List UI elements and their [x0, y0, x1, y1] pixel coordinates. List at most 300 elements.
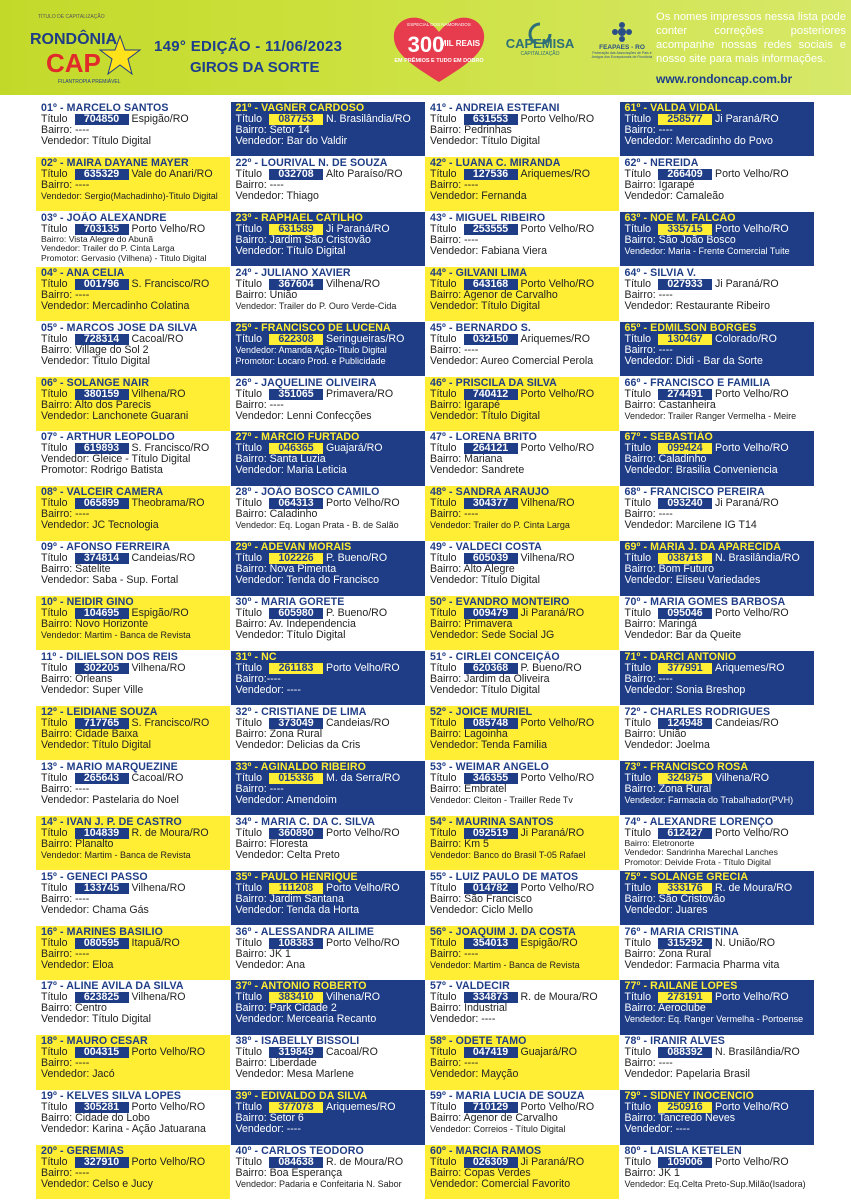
winner-seller: Vendedor: Juares: [624, 903, 708, 916]
winner-seller: Vendedor: Eq.Celta Preto-Sup.Milão(Isadora): [624, 1179, 806, 1190]
ticket-number: 717765: [75, 718, 129, 729]
winner-seller: Vendedor: Fernanda: [430, 189, 527, 202]
winner-detail: Bairro: ----: [41, 124, 90, 136]
winners-grid: [36, 102, 816, 1200]
ticket-number: 302205: [75, 663, 129, 674]
winner-city: Candeias/RO: [326, 716, 390, 729]
winner-seller: Vendedor: ----: [624, 1123, 690, 1136]
ticket-number: 004315: [75, 1047, 129, 1058]
ticket-label: Título: [430, 607, 457, 620]
winner-detail: Bairro: ----: [41, 178, 90, 191]
winner-name: 68º - FRANCISCO PEREIRA: [624, 486, 765, 499]
winner-card: [36, 486, 230, 540]
ticket-number: 261183: [269, 663, 323, 674]
winner-detail: Vendedor: Amanda Ação-Titulo Digital: [235, 344, 387, 355]
winner-name: 10º - NEIDIR GINO: [41, 596, 134, 609]
winner-city: P. Bueno/RO: [326, 552, 388, 565]
ticket-row: [236, 389, 425, 400]
winner-city: N. Brasilândia/RO: [326, 113, 411, 125]
winner-detail: Bairro: São João Bosco: [624, 233, 736, 246]
winner-name: 67º - SEBASTIÃO: [624, 431, 713, 444]
winner-seller: Vendedor: Ana: [235, 958, 306, 971]
winner-detail: Bairro: Alto dos Parecis: [41, 398, 152, 411]
winner-name: 07º - ARTHUR LEOPOLDO: [41, 431, 175, 444]
ticket-number: 377073: [269, 1102, 323, 1113]
ticket-number: 383410: [269, 992, 323, 1003]
ticket-label: Título: [624, 716, 651, 729]
winner-name: 58º - ODETE TAMO: [430, 1035, 527, 1048]
ticket-number: 605039: [464, 553, 518, 564]
ticket-number: 046365: [269, 443, 323, 454]
winner-detail: Bairro: Setor 14: [235, 124, 310, 136]
winner-city: Porto Velho/RO: [520, 442, 595, 455]
winner-name: 59º - MARIA LUCIA DE SOUZA: [430, 1090, 585, 1103]
winner-seller: Vendedor: Celso e Jucy: [41, 1178, 153, 1191]
ticket-number: 264121: [464, 443, 518, 454]
winner-card: [36, 1145, 230, 1199]
ticket-label: Título: [430, 1101, 457, 1114]
ticket-label: Título: [624, 552, 651, 565]
ticket-label: Título: [430, 442, 457, 455]
ticket-label: Título: [624, 936, 651, 949]
winner-card: [231, 980, 425, 1034]
winner-card: [425, 761, 619, 815]
winner-seller: Vendedor: Correios - Título Digital: [430, 1124, 566, 1135]
winner-detail: Bairro: Pedrinhas: [430, 124, 512, 136]
winner-detail: Bairro: São Cristovão: [624, 892, 726, 905]
winner-card: [425, 157, 619, 211]
winner-city: Porto Velho/RO: [326, 826, 400, 839]
ticket-number: 093240: [658, 498, 712, 509]
ticket-label: Título: [430, 662, 457, 674]
winner-seller: Vendedor: Aureo Comercial Perola: [430, 354, 594, 367]
winner-card: [36, 596, 230, 650]
ticket-number: 032150: [464, 334, 518, 345]
ticket-label: Título: [235, 936, 262, 949]
winner-name: 79º - SIDNEY INOCENCIO: [624, 1090, 754, 1103]
winner-detail: Bairro: ----: [430, 508, 479, 521]
website-link[interactable]: www.rondoncap.com.br: [656, 72, 793, 86]
winner-city: Porto Velho/RO: [131, 222, 206, 235]
ticket-label: Título: [235, 607, 262, 620]
ticket-number: 703135: [75, 224, 129, 235]
feapaes-logo: [590, 22, 654, 82]
winner-seller: Vendedor: Padaria e Confeitaria N. Sabor: [235, 1179, 402, 1190]
winner-name: 04º - ANA CELIA: [41, 266, 125, 279]
winner-detail: Bairro: Agenor de Carvalho: [430, 1112, 558, 1125]
ticket-number: 380159: [75, 389, 129, 400]
winner-city: Vilhena/RO: [326, 991, 380, 1004]
winner-city: Vilhena/RO: [131, 662, 186, 674]
winner-name: 24º - JULIANO XAVIER: [235, 266, 351, 279]
ticket-number: 085748: [464, 718, 518, 729]
winner-seller: Vendedor: Maria Leticia: [235, 464, 347, 477]
winner-seller: Vendedor: Mercadinho Colatina: [41, 299, 190, 312]
winner-seller: Vendedor: Martim - Banca de Revista: [430, 959, 580, 970]
winner-city: Porto Velho/RO: [715, 607, 789, 620]
winner-card: [231, 377, 425, 431]
winner-city: Ji Paraná/RO: [520, 607, 585, 620]
winner-name: 21º - VAGNER CARDOSO: [235, 102, 365, 114]
winner-card: [620, 816, 814, 870]
feapaes-sub: Federação das Associações de Pais e Amigos dos Excepcionais de Rondônia: [591, 51, 653, 59]
winner-name: 09º - AFONSO FERREIRA: [41, 541, 171, 554]
winner-city: Porto Velho/RO: [326, 662, 400, 674]
ticket-row: [41, 334, 230, 345]
winner-seller: Vendedor: Título Digital: [41, 738, 151, 751]
winner-name: 36º - ALESSANDRA AILIME: [235, 925, 375, 938]
edition-title: 149° EDIÇÃO - 11/06/2023: [154, 38, 343, 55]
winner-city: R. de Moura/RO: [326, 1156, 404, 1169]
ticket-number: 027933: [658, 279, 712, 290]
winner-city: Espigão/RO: [131, 113, 189, 125]
winner-detail: Bairro: ----: [41, 1057, 90, 1070]
winner-name: 13º - MARIO MARQUEZINE: [41, 760, 178, 773]
winner-city: Primavera/RO: [326, 387, 394, 400]
winner-seller: Vendedor: Eliseu Variedades: [624, 574, 761, 587]
winner-seller: Vendedor: Título Digital: [235, 629, 346, 642]
winner-city: Porto Velho/RO: [520, 771, 595, 784]
ticket-label: Título: [430, 826, 457, 839]
ticket-label: Título: [41, 771, 68, 784]
winner-detail: Bairro: Av. Independencia: [235, 618, 356, 631]
winner-seller: Vendedor: Saba - Sup. Fortal: [41, 574, 179, 587]
winner-card: [36, 212, 230, 266]
winner-city: Candeias/RO: [715, 716, 779, 729]
ticket-number: 273191: [658, 992, 712, 1003]
winner-detail: Bairro: ----: [624, 124, 673, 136]
winner-city: Espigão/RO: [520, 936, 578, 949]
winner-city: R. de Moura/RO: [520, 991, 598, 1004]
winner-detail: Bairro: Planalto: [41, 837, 114, 850]
winner-name: 19º - KELVES SILVA LOPES: [41, 1090, 182, 1103]
winner-seller: Vendedor: Bar da Queite: [624, 629, 742, 642]
winner-detail: Bairro: União: [624, 727, 687, 740]
winner-card: [231, 1035, 425, 1089]
ticket-label: Título: [430, 881, 457, 894]
ticket-number: 095046: [658, 608, 712, 619]
ticket-label: Título: [235, 1046, 262, 1059]
winner-city: Guajará/RO: [326, 442, 383, 455]
winner-seller: Vendedor: Eq. Ranger Vermelha - Portoense: [624, 1014, 804, 1025]
ticket-label: Título: [235, 113, 262, 125]
winner-card: [36, 816, 230, 870]
winner-name: 53º - WEIMAR ANGELO: [430, 760, 549, 773]
winner-detail: Bairro:----: [235, 673, 281, 685]
winner-name: 27º - MARCIO FURTADO: [235, 431, 360, 444]
winner-city: Porto Velho/RO: [131, 1046, 206, 1059]
winner-seller: Vendedor: Título Digital: [235, 244, 346, 257]
winner-name: 48º - SANDRA ARAUJO: [430, 486, 550, 499]
winner-card: [620, 1035, 814, 1089]
winner-city: Porto Velho/RO: [520, 222, 595, 235]
winner-detail: Bairro: Jardim Santana: [235, 892, 344, 905]
ticket-label: Título: [430, 771, 457, 784]
ticket-number: 319849: [269, 1047, 323, 1058]
winner-seller: Vendedor: Título Digital: [430, 299, 540, 312]
winner-city: Ariquemes/RO: [326, 1101, 396, 1114]
winner-seller: Vendedor: Amendoim: [235, 793, 337, 806]
ticket-label: Título: [235, 277, 262, 290]
ticket-label: Título: [430, 222, 457, 235]
winner-detail: Bairro: JK 1: [235, 947, 291, 960]
winner-card: [36, 761, 230, 815]
winner-seller: Vendedor: Super Ville: [41, 684, 144, 696]
winner-detail: Bairro: ----: [430, 233, 479, 246]
winner-card: [36, 926, 230, 980]
winner-detail: Vendedor: Gleice - Título Digital: [41, 453, 191, 466]
ticket-label: Título: [624, 1156, 651, 1169]
winner-name: 62º - NEREIDA: [624, 156, 699, 169]
winner-card: [425, 431, 619, 485]
winner-card: [425, 322, 619, 376]
winner-city: Porto Velho/RO: [520, 387, 595, 400]
winner-detail: Bairro: Bom Futuro: [624, 563, 714, 576]
ticket-number: 253555: [464, 224, 518, 235]
winner-card: [36, 102, 230, 156]
winner-card: [425, 596, 619, 650]
winner-name: 11º - DILIELSON DOS REIS: [41, 651, 178, 663]
winner-detail: Bairro: Zona Rural: [624, 947, 712, 960]
winner-name: 72º - CHARLES RODRIGUES: [624, 705, 771, 718]
winner-card: [36, 431, 230, 485]
ticket-label: Título: [41, 552, 68, 565]
winner-seller: Vendedor: Comercial Favorito: [430, 1178, 571, 1191]
winner-card: [231, 486, 425, 540]
ticket-number: 038713: [658, 553, 712, 564]
winner-card: [36, 322, 230, 376]
winner-detail: Bairro: Copas Verdes: [430, 1167, 531, 1180]
winner-name: 31º - NC: [235, 651, 277, 663]
ticket-number: 728314: [75, 334, 129, 345]
winner-card: [36, 871, 230, 925]
ticket-number: 001796: [75, 279, 129, 290]
ticket-label: Título: [624, 662, 651, 674]
winner-detail: Bairro: ----: [41, 1167, 90, 1180]
winner-card: [620, 377, 814, 431]
winner-name: 43º - MIGUEL RIBEIRO: [430, 211, 546, 224]
capemisa-icon: [525, 22, 555, 44]
winner-seller: Vendedor: Banco do Brasil T-05 Rafael: [430, 849, 586, 860]
ticket-number: 351065: [269, 389, 323, 400]
winner-card: [231, 212, 425, 266]
winner-card: [425, 377, 619, 431]
winner-seller: Vendedor: Martim - Banca de Revista: [41, 849, 191, 860]
winner-seller: Vendedor: Sandrete: [430, 464, 525, 477]
winner-city: Ariquemes/RO: [520, 167, 590, 180]
winner-name: 45º - BERNARDO S.: [430, 321, 531, 334]
winner-card: [36, 980, 230, 1034]
winner-card: [231, 322, 425, 376]
winner-seller: Vendedor: Eloa: [41, 958, 114, 971]
winner-detail: Bairro: Caladinho: [624, 453, 707, 466]
winner-seller: Vendedor: Sandrinha Marechal Lanches: [624, 847, 778, 858]
winner-city: Alto Paraíso/RO: [326, 167, 403, 180]
ticket-row: [236, 938, 425, 949]
winner-card: [231, 102, 425, 156]
winner-detail: Bairro: Zona Rural: [624, 782, 712, 795]
svg-text:ESPECIAL DOS NAMORADOS: ESPECIAL DOS NAMORADOS: [407, 22, 471, 27]
ticket-label: Título: [235, 1101, 262, 1114]
ticket-number: 612427: [658, 828, 712, 839]
ticket-label: Título: [430, 991, 457, 1004]
winner-city: N. União/RO: [715, 936, 776, 949]
winner-city: Porto Velho/RO: [715, 991, 789, 1004]
winner-promoter: Promotor: Gervasio (Vilhena) - Titulo Digital: [41, 252, 207, 263]
ticket-number: 333176: [658, 883, 712, 894]
winner-detail: Bairro: ----: [41, 508, 90, 521]
winner-detail: Bairro: Tancredo Neves: [624, 1112, 736, 1125]
ticket-number: 109006: [658, 1157, 712, 1168]
ticket-number: 324875: [658, 773, 712, 784]
ticket-label: Título: [624, 607, 651, 620]
winner-card: [620, 541, 814, 595]
winner-name: 17º - ALINE AVILA DA SILVA: [41, 980, 184, 993]
winner-card: [231, 267, 425, 321]
winner-card: [425, 1145, 619, 1199]
ticket-row: [625, 334, 814, 345]
winner-card: [36, 651, 230, 705]
winner-city: N. Brasilândia/RO: [715, 1046, 800, 1059]
ticket-label: Título: [624, 826, 651, 839]
ticket-label: Título: [41, 716, 68, 729]
ticket-row: [430, 334, 619, 345]
winner-card: [620, 486, 814, 540]
ticket-label: Título: [235, 662, 262, 674]
winner-city: Itapuã/RO: [131, 936, 180, 949]
ticket-label: Título: [235, 716, 262, 729]
winner-name: 39º - EDIVALDO DA SILVA: [235, 1090, 368, 1103]
winner-city: Cacoal/RO: [131, 332, 184, 345]
winner-card: [425, 1035, 619, 1089]
winner-seller: Vendedor: Camaleão: [624, 189, 725, 202]
winner-city: Ji Paraná/RO: [715, 113, 779, 125]
ticket-number: 087753: [269, 114, 323, 125]
winner-detail: Bairro: Satelite: [41, 563, 111, 576]
winner-card: [620, 1145, 814, 1199]
winner-name: 57º - VALDECIR: [430, 980, 510, 993]
winner-city: Ji Paraná/RO: [715, 497, 779, 510]
winner-seller: Vendedor: Sonia Breshop: [624, 684, 746, 696]
winner-city: S. Francisco/RO: [131, 277, 210, 290]
winner-name: 77º - RAILANE LOPES: [624, 980, 738, 993]
ticket-row: [430, 938, 619, 949]
winner-seller: Vendedor: Martim - Banca de Revista: [41, 630, 191, 641]
winner-name: 41º - ANDREIA ESTEFANI: [430, 102, 560, 114]
ticket-label: Título: [430, 387, 457, 400]
winner-name: 37º - ANTONIO ROBERTO: [235, 980, 367, 993]
winner-city: Vale do Anari/RO: [131, 167, 213, 180]
ticket-label: Título: [624, 1046, 651, 1059]
ticket-number: 304377: [464, 498, 518, 509]
winner-detail: Bairro: ----: [430, 343, 479, 356]
winner-card: [36, 377, 230, 431]
ticket-number: 092519: [464, 828, 518, 839]
ticket-number: 334873: [464, 992, 518, 1003]
winner-detail: Bairro: ----: [235, 178, 284, 191]
winner-detail: Bairro: Jardim da Oliveira: [430, 673, 550, 685]
ticket-number: 111208: [269, 883, 323, 894]
winner-detail: Bairro: Agenor de Carvalho: [430, 288, 558, 301]
ticket-number: 274491: [658, 389, 712, 400]
ticket-label: Título: [235, 167, 262, 180]
ticket-row: [625, 883, 814, 894]
ticket-number: 367604: [269, 279, 323, 290]
winner-seller: Vendedor: Titulo Digital: [41, 354, 150, 367]
ticket-row: [236, 883, 425, 894]
winner-detail: Bairro: Nova Pimenta: [235, 563, 337, 576]
ticket-label: Título: [430, 113, 457, 125]
winner-city: N. Brasilândia/RO: [715, 552, 800, 565]
winner-seller: Vendedor: Trailer do P. Cinta Larga: [41, 243, 175, 254]
winner-detail: Bairro: Mariana: [430, 453, 503, 466]
ticket-label: Título: [41, 497, 68, 510]
svg-text:RONDÔNIA: RONDÔNIA: [30, 31, 118, 48]
winner-detail: Bairro: Orleans: [41, 673, 113, 685]
ticket-number: 620368: [464, 663, 518, 674]
ticket-label: Título: [41, 826, 68, 839]
winner-name: 18º - MAURO CESAR: [41, 1035, 148, 1048]
winner-seller: Promotor: Rodrigo Batista: [41, 464, 163, 477]
ticket-label: Título: [624, 277, 651, 290]
ticket-number: 015336: [269, 773, 323, 784]
winner-seller: Vendedor: ----: [235, 684, 301, 696]
winner-city: Porto Velho/RO: [715, 387, 789, 400]
winner-seller: Vendedor: ----: [235, 1123, 301, 1136]
winner-seller: Vendedor: Mayção: [430, 1068, 519, 1081]
winner-city: Candeias/RO: [131, 552, 196, 565]
winner-seller: Vendedor: Trailer Ranger Vermelha - Meire: [624, 410, 797, 421]
ticket-label: Título: [41, 387, 68, 400]
winner-city: Vilhena/RO: [131, 387, 186, 400]
winner-seller: Vendedor: Pastelaria do Noel: [41, 793, 179, 806]
winner-detail: Bairro: Zona Rural: [235, 727, 323, 740]
winner-name: 06º - SOLANGE NAIR: [41, 376, 150, 389]
ticket-label: Título: [430, 332, 457, 345]
winner-card: [425, 486, 619, 540]
winner-detail: Bairro: Boa Esperança: [235, 1167, 343, 1180]
winner-detail: Bairro: Liberdade: [235, 1057, 317, 1070]
winner-name: 14º - IVAN J. P. DE CASTRO: [41, 815, 182, 828]
winner-city: Vilhena/RO: [520, 497, 575, 510]
ticket-number: 133745: [75, 883, 129, 894]
winner-seller: Vendedor: Título Digital: [430, 409, 540, 422]
winner-name: 75º - SOLANGE GRECIA: [624, 870, 749, 883]
winner-name: 29º - ADEVAN MORAIS: [235, 541, 352, 554]
ticket-number: 643168: [464, 279, 518, 290]
winner-detail: Bairro: Industrial: [430, 1002, 508, 1015]
winner-card: [231, 596, 425, 650]
winner-seller: Vendedor: Marcilene IG T14: [624, 519, 757, 532]
ticket-number: 335715: [658, 224, 712, 235]
winner-city: Colorado/RO: [715, 332, 777, 345]
header-banner: [0, 0, 851, 95]
winner-city: S. Francisco/RO: [131, 716, 210, 729]
winner-detail: Bairro: ----: [624, 673, 673, 685]
winner-seller: Vendedor: Tenda da Horta: [235, 903, 359, 916]
svg-text:300: 300: [407, 32, 445, 57]
winner-detail: Bairro: Primavera: [430, 618, 513, 631]
winner-city: Ji Paraná/RO: [520, 1156, 585, 1169]
winner-card: [620, 267, 814, 321]
winner-city: P. Bueno/RO: [520, 662, 582, 674]
winner-card: [425, 541, 619, 595]
winner-seller: Vendedor: Celta Preto: [235, 848, 340, 861]
ticket-number: 266409: [658, 169, 712, 180]
winner-name: 32º - CRISTIANE DE LIMA: [235, 705, 367, 718]
winner-card: [231, 816, 425, 870]
winner-name: 49º - VALDECI COSTA: [430, 541, 542, 554]
